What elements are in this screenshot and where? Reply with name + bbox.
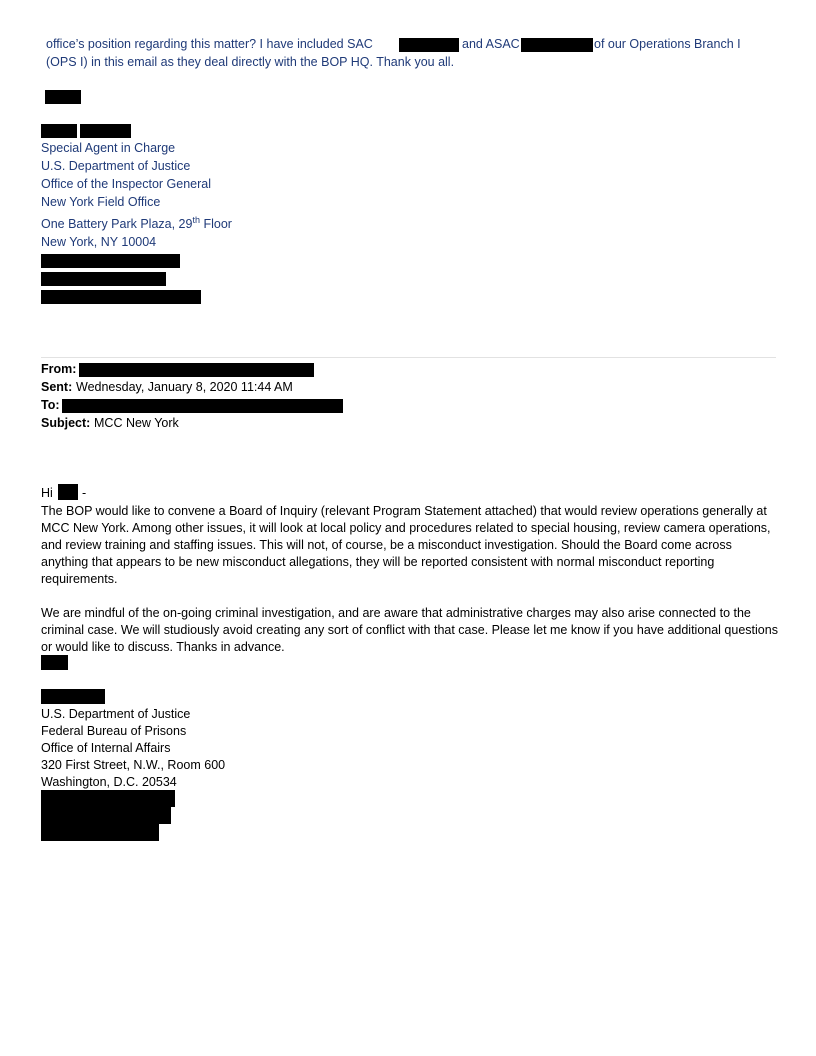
subject-label: Subject: — [41, 416, 91, 430]
bop-office: Office of Internal Affairs — [41, 741, 171, 755]
divider — [41, 357, 776, 358]
sig-org2: Office of the Inspector General — [41, 177, 212, 191]
top-line1-b: and ASAC — [462, 37, 520, 51]
top-line1-c: of our Operations Branch I — [594, 37, 741, 51]
top-line1-a: office’s position regarding this matter? I have included SAC — [46, 37, 373, 51]
redaction-block — [41, 290, 201, 304]
sig-office: New York Field Office — [41, 195, 161, 209]
bop-address1: 320 First Street, N.W., Room 600 — [41, 758, 226, 772]
body-paragraph-2: We are mindful of the on-going criminal investigation, and are aware that administrative charges may also arise connected to the criminal case. We will studiously avoid creating any sort of conflict with that case. Please let me know if you have additional questions or would like to discuss. Thanks in advance. — [41, 606, 778, 654]
redaction-block — [521, 38, 593, 52]
greeting-hi: Hi — [41, 486, 53, 500]
top-line2: (OPS I) in this email as they deal directly with the BOP HQ. Thank you all. — [46, 55, 455, 69]
to-label: To: — [41, 398, 60, 412]
bop-org1: U.S. Department of Justice — [41, 707, 191, 721]
redaction-block — [58, 484, 78, 500]
redaction-block — [80, 124, 131, 138]
body-paragraph-1: The BOP would like to convene a Board of Inquiry (relevant Program Statement attached) that would review operations generally at MCC New York. Among other issues, it will look at local policy and procedures related to special housing, review camera operations, and review training and staffing issues. This will not, of course, be a misconduct investigation. Should the Board come across anything that appears to be new misconduct allegations, they will be reported consistent with normal misconduct reporting requirements. — [41, 504, 771, 586]
redaction-block — [41, 790, 175, 807]
redaction-block — [79, 363, 314, 377]
redaction-block — [41, 824, 159, 841]
redaction-block — [62, 399, 343, 413]
redaction-block — [41, 807, 171, 824]
redaction-block — [399, 38, 459, 52]
redaction-block — [45, 90, 81, 104]
sig-address1: One Battery Park Plaza, 29th Floor — [41, 215, 232, 232]
redaction-block — [41, 689, 105, 704]
greeting-dash: - — [82, 486, 87, 500]
bop-address2: Washington, D.C. 20534 — [41, 775, 177, 789]
redaction-block — [41, 124, 77, 138]
subject-value: MCC New York — [94, 416, 179, 430]
redaction-block — [41, 254, 180, 268]
redaction-block — [41, 272, 166, 286]
sig-title: Special Agent in Charge — [41, 141, 176, 155]
bop-org2: Federal Bureau of Prisons — [41, 724, 187, 738]
sent-value: Wednesday, January 8, 2020 11:44 AM — [76, 380, 293, 394]
sig-address2: New York, NY 10004 — [41, 235, 157, 249]
sent-label: Sent: — [41, 380, 73, 394]
from-label: From: — [41, 362, 77, 376]
sig-org1: U.S. Department of Justice — [41, 159, 191, 173]
redaction-block — [41, 655, 68, 670]
